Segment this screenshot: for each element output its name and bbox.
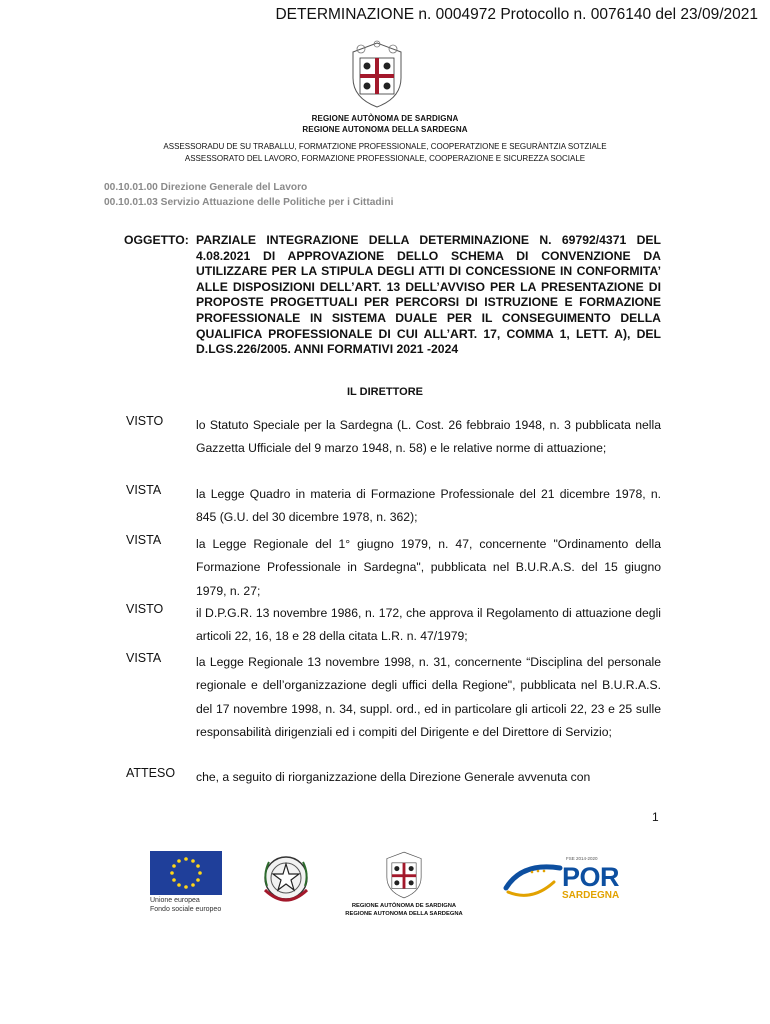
sardinia-coat-of-arms-logo	[346, 40, 408, 110]
footer-region-italian: REGIONE AUTONOMA DELLA SARDEGNA	[345, 911, 463, 917]
clause-text: che, a seguito di riorganizzazione della Direzione Generale avvenuta con	[196, 770, 591, 784]
department-lines	[104, 180, 394, 210]
protocol-stamp: DETERMINAZIONE n. 0004972 Protocollo n. 0076140 del 23/09/2021	[275, 6, 758, 23]
clause-vista-legge-regionale-1998	[124, 651, 661, 744]
department-service: 00.10.01.03 Servizio Attuazione delle Politiche per i Cittadini	[104, 197, 394, 208]
region-name-italian: REGIONE AUTONOMA DELLA SARDEGNA	[302, 125, 468, 134]
subject-label: OGGETTO:	[124, 233, 189, 247]
department-general: 00.10.01.00 Direzione Generale del Lavoro	[104, 182, 308, 193]
region-names	[0, 113, 770, 135]
italian-republic-emblem-logo	[257, 850, 315, 910]
clause-label: VISTA	[126, 483, 162, 497]
footer-sardinia-coat-of-arms-logo	[381, 850, 427, 900]
clause-label: VISTA	[126, 651, 162, 665]
page-number: 1	[652, 810, 659, 824]
clause-visto-dpgr	[124, 602, 661, 649]
clause-vista-legge-quadro	[124, 483, 661, 530]
footer-region-names	[338, 902, 470, 918]
eu-caption	[150, 896, 221, 914]
subject-text: PARZIALE INTEGRAZIONE DELLA DETERMINAZIONE N. 69792/4371 DEL 4.08.2021 DI APPROVAZIONE DELLO SCHEMA DI CONVENZIONE DA UTILIZZARE PER LA STIPULA DEGLI ATTI DI CONCESSIONE IN CONFORMITA’ ALLE DISPOSIZIONI DELL’ART. 13 DELL’AVVISO PER LA PRESENTAZIONE DI PROPOSTE PROGETTUALI PER PERCORSI DI ISTRUZIONE E FORMAZIONE PROFESSIONALE IN SISTEMA DUALE PER IL CONSEGUIMENTO DELLA QUALIFICA PROFESSIONALE DI CUI ALL’ART. 17, COMMA 1, LETT. A), DEL D.LGS.226/2005. ANNI FORMATIVI 2021 -2024	[196, 233, 661, 357]
clause-text: la Legge Quadro in materia di Formazione Professionale del 21 dicembre 1978, n. 845 (G.U. del 30 dicembre 1978, n. 362);	[196, 487, 661, 525]
footer-region-sardinian: REGIONE AUTÒNOMA DE SARDIGNA	[351, 903, 457, 909]
por-label: POR	[562, 862, 620, 892]
clause-vista-legge-regionale-1979	[124, 533, 661, 603]
clause-label: VISTO	[126, 414, 164, 428]
region-name-sardinian: REGIONE AUTÒNOMA DE SARDIGNA	[311, 114, 459, 123]
clause-visto-statuto	[124, 414, 661, 461]
clause-text: la Legge Regionale 13 novembre 1998, n. 31, concernente “Disciplina del personale regionale e dell’organizzazione degli uffici della Regione", pubblicata nel B.U.R.A.S. del 17 novembre 1998, n. 34, suppl. ord., ed in particolare gli articoli 22, 23 e 25 sulle responsabilità dirigenziali ed i compiti del Dirigente e del Direttore di Servizio;	[196, 655, 661, 739]
clause-label: ATTESO	[126, 766, 176, 780]
assessorato-sardinian: ASSESSORADU DE SU TRABALLU, FORMATZIONE PROFESSIONALE, COOPERATZIONE E SEGURÀNTZIA SOTZIALE	[163, 142, 607, 151]
eu-flag-logo	[150, 851, 222, 895]
clause-label: VISTA	[126, 533, 162, 547]
assessorato-names	[0, 141, 770, 164]
clause-text: la Legge Regionale del 1° giugno 1979, n. 47, concernente "Ordinamento della Formazione Professionale in Sardegna", pubblicata nel B.U.R.A.S. del 15 giugno 1979, n. 27;	[196, 537, 661, 598]
por-period: FSE 2014-2020	[566, 856, 598, 861]
clause-text: il D.P.G.R. 13 novembre 1986, n. 172, che approva il Regolamento di attuazione degli articoli 22, 16, 18 e 28 della citata L.R. n. 47/1979;	[196, 606, 661, 644]
clause-atteso	[124, 766, 661, 789]
clause-text: lo Statuto Speciale per la Sardegna (L. Cost. 26 febbraio 1948, n. 3 pubblicata nella Gazzetta Ufficiale del 9 marzo 1948, n. 58) e le relative norme di attuazione;	[196, 418, 661, 456]
director-heading: IL DIRETTORE	[347, 386, 423, 398]
por-swoosh-icon	[502, 858, 564, 902]
por-sardegna-label: SARDEGNA	[562, 890, 620, 901]
eu-caption-line1: Unione europea	[150, 897, 200, 904]
assessorato-italian: ASSESSORATO DEL LAVORO, FORMAZIONE PROFESSIONALE, COOPERAZIONE E SICUREZZA SOCIALE	[184, 153, 586, 163]
clause-label: VISTO	[126, 602, 164, 616]
eu-caption-line2: Fondo sociale europeo	[150, 906, 222, 913]
